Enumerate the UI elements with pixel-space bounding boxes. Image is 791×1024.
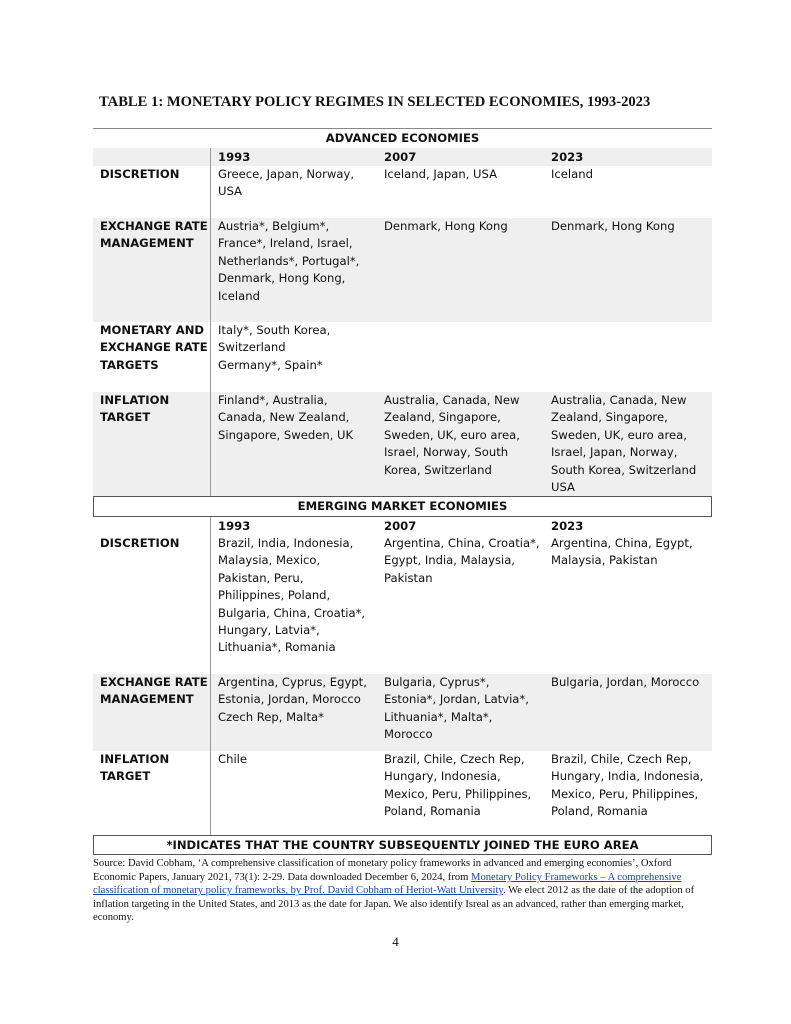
table-row (93, 535, 712, 674)
cell-line: Argentina, China, Egypt, (551, 536, 693, 550)
table-row (93, 751, 712, 835)
year-header-row (93, 148, 712, 166)
cell-line: Hungary, Latvia*, (218, 623, 320, 638)
cell-line: Israel, Japan, Norway, (551, 445, 678, 460)
cell-line: Bulgaria, Cyprus*, (384, 675, 490, 689)
cell-line: Switzerland (218, 340, 286, 355)
cell-line: EXCHANGE RATE (100, 675, 208, 689)
cell-line: Philippines, Poland, (218, 588, 331, 603)
cell-2007 (377, 218, 544, 322)
cell-line: TARGET (100, 410, 151, 425)
cell-line: Denmark, Hong Kong (384, 219, 508, 233)
table-row (93, 218, 712, 322)
regimes-table (93, 128, 712, 855)
cell-line: Zealand, Singapore, (384, 410, 501, 425)
cell-line: Zealand, Singapore, (551, 410, 668, 425)
cell-line: Korea, Switzerland (384, 462, 492, 477)
cell-line: Australia, Canada, New (384, 393, 520, 407)
cell-line: Chile (218, 752, 248, 766)
cell-line: Germany*, Spain* (218, 357, 323, 372)
table-row (93, 322, 712, 392)
cell-2007 (377, 166, 544, 218)
regime-cell (93, 674, 210, 751)
cell-2007 (377, 674, 544, 751)
cell-line: Pakistan, Peru, (218, 570, 304, 585)
cell-line: Argentina, Cyprus, Egypt, (218, 675, 367, 689)
cell-line: TARGET (100, 769, 151, 784)
regime-cell (93, 322, 210, 392)
cell-2023 (544, 322, 712, 392)
year-2007: 2007 (384, 519, 417, 533)
cell-line: Estonia, Jordan, Morocco (218, 692, 361, 707)
cell-line: MONETARY AND (100, 323, 205, 337)
cell-2023 (544, 392, 712, 496)
regime-cell (93, 751, 210, 835)
year-1993: 1993 (210, 517, 377, 535)
cell-line: Lithuania*, Romania (218, 640, 336, 655)
cell-line: Italy*, South Korea, (218, 323, 331, 337)
regime-cell (93, 392, 210, 496)
cell-2023 (544, 751, 712, 835)
section-header-advanced: ADVANCED ECONOMIES (325, 131, 480, 145)
cell-2023 (544, 218, 712, 322)
cell-line: Mexico, Peru, Philippines, (551, 786, 699, 801)
cell-line: Brazil, Chile, Czech Rep, (551, 752, 692, 766)
year-header-row (93, 517, 712, 535)
cell-line: Morocco (384, 727, 433, 742)
cell-line: Argentina, China, Croatia*, (384, 536, 540, 550)
cell-2007 (377, 392, 544, 496)
cell-line: DISCRETION (100, 167, 180, 181)
cell-line: Israel, Norway, South (384, 445, 509, 460)
regime-cell (93, 535, 210, 674)
cell-1993 (210, 535, 377, 674)
cell-line: USA (218, 184, 242, 199)
cell-2023 (544, 674, 712, 751)
cell-line: Pakistan (384, 570, 433, 585)
cell-line: USA (551, 480, 575, 495)
cell-line: Mexico, Peru, Philippines, (384, 786, 532, 801)
cell-line: Malaysia, Pakistan (551, 553, 658, 568)
section-header-emerging: EMERGING MARKET ECONOMIES (93, 496, 712, 517)
cell-line: Denmark, Hong Kong, (218, 271, 346, 286)
cell-line: Iceland (551, 167, 593, 181)
cell-line: Austria*, Belgium*, (218, 219, 330, 233)
cell-2007 (377, 535, 544, 674)
year-2023: 2023 (551, 150, 584, 164)
cell-line: EXCHANGE RATE (100, 219, 208, 233)
cell-line: Netherlands*, Portugal*, (218, 253, 360, 268)
cell-line: Egypt, India, Malaysia, (384, 553, 515, 568)
cell-line: Poland, Romania (551, 804, 648, 819)
cell-1993 (210, 218, 377, 322)
regime-cell (93, 166, 210, 218)
cell-2023 (544, 166, 712, 218)
cell-line: Sweden, UK, euro area, (384, 427, 520, 442)
cell-line: Australia, Canada, New (551, 393, 687, 407)
euro-area-footnote: *INDICATES THAT THE COUNTRY SUBSEQUENTLY JOINED THE EURO AREA (93, 835, 712, 855)
cell-line: Bulgaria, China, Croatia*, (218, 605, 366, 620)
cell-line: Singapore, Sweden, UK (218, 427, 354, 442)
cell-line: DISCRETION (100, 536, 180, 550)
table-title: TABLE 1: MONETARY POLICY REGIMES IN SELECTED ECONOMIES, 1993-2023 (99, 94, 651, 110)
cell-line: Brazil, India, Indonesia, (218, 536, 354, 550)
cell-line: MANAGEMENT (100, 236, 194, 251)
cell-line: Malaysia, Mexico, (218, 553, 321, 568)
cell-1993 (210, 322, 377, 392)
cell-line: Brazil, Chile, Czech Rep, (384, 752, 525, 766)
page-number: 4 (392, 934, 399, 949)
source-link[interactable]: Monetary Policy Frameworks – A comprehensive classification of monetary policy frameworks, by Prof. David Cobham of Heriot-Watt University (93, 871, 682, 897)
cell-line: Iceland (218, 288, 260, 303)
cell-line: Hungary, Indonesia, (384, 769, 501, 784)
cell-1993 (210, 751, 377, 835)
table-row (93, 166, 712, 218)
cell-2007 (377, 322, 544, 392)
cell-line: Estonia*, Jordan, Latvia*, (384, 692, 529, 707)
cell-line: TARGETS (100, 357, 159, 372)
cell-2007 (377, 751, 544, 835)
cell-line: Denmark, Hong Kong (551, 219, 675, 233)
cell-line: South Korea, Switzerland (551, 462, 697, 477)
cell-line: Finland*, Australia, (218, 393, 328, 407)
cell-line: MANAGEMENT (100, 692, 194, 707)
cell-line: Czech Rep, Malta* (218, 709, 324, 724)
source-note (93, 857, 703, 925)
cell-line: Greece, Japan, Norway, (218, 167, 355, 181)
table-row (93, 392, 712, 496)
cell-1993 (210, 166, 377, 218)
cell-line: Canada, New Zealand, (218, 410, 350, 425)
cell-line: France*, Ireland, Israel, (218, 236, 353, 251)
cell-1993 (210, 392, 377, 496)
cell-line: Sweden, UK, euro area, (551, 427, 687, 442)
cell-line: Hungary, India, Indonesia, (551, 769, 704, 784)
cell-line: Bulgaria, Jordan, Morocco (551, 675, 700, 689)
cell-line: Poland, Romania (384, 804, 481, 819)
year-2007: 2007 (384, 150, 417, 164)
table-row (93, 674, 712, 751)
cell-line: INFLATION (100, 393, 170, 407)
source-text: Source: David Cobham, ‘A comprehensive classification of monetary policy frameworks in advanced and emerging economies’, Oxford Economic Papers, January 2021, 73(1): 2-29. Data downloaded December 6, 2024, from (93, 858, 672, 883)
year-2023: 2023 (551, 519, 584, 533)
cell-line: Iceland, Japan, USA (384, 167, 498, 181)
year-1993: 1993 (210, 148, 377, 166)
cell-1993 (210, 674, 377, 751)
regime-cell (93, 218, 210, 322)
cell-line: INFLATION (100, 752, 170, 766)
cell-line: Lithuania*, Malta*, (384, 709, 493, 724)
cell-line: EXCHANGE RATE (100, 340, 208, 355)
cell-2023 (544, 535, 712, 674)
source-text-end: . We elect 2012 as the date of the adoption of inflation targeting in the United States, and 2013 as the date for Japan. We also identify Isreal as an advanced, rather than emerging market, economy. (93, 885, 695, 924)
